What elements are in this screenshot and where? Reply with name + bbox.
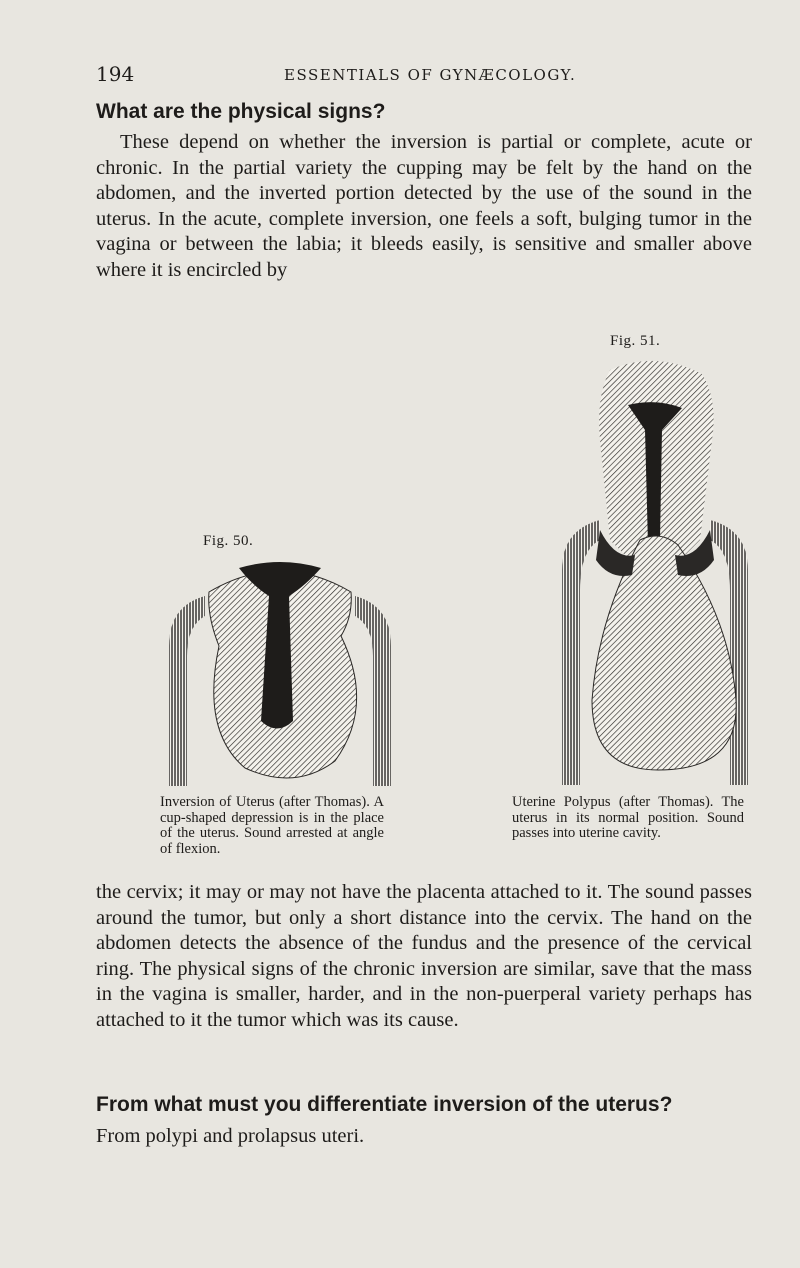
- figure-51-label: Fig. 51.: [610, 333, 661, 349]
- figure-50-illustration: [165, 556, 395, 786]
- figure-50-label: Fig. 50.: [203, 533, 254, 549]
- paragraph-physical-signs: These depend on whether the inversion is partial or complete, acute or chronic. In the partial variety the cupping may be felt by the hand on the abdomen, and the inverted portion detected by the use of the sound in the uterus. In the acute, complete inversion, one feels a soft, bulging tumor in the vagina or between the labia; it bleeds easily, is sensitive and smaller above where it is encircled by: [96, 131, 752, 281]
- figure-50-caption: Inversion of Uterus (after Thomas). A cup-shaped depression is in the place of the uterus. Sound arrested at angle of flexion.: [160, 794, 384, 857]
- answer-differentiate: From polypi and prolapsus uteri.: [96, 1125, 365, 1147]
- page-number: 194: [96, 62, 135, 86]
- figure-51-caption: Uterine Polypus (after Thomas). The uterus in its normal position. Sound passes into uterine cavity.: [512, 794, 744, 841]
- figure-51-illustration: [540, 360, 770, 785]
- running-title: ESSENTIALS OF GYNÆCOLOGY.: [284, 66, 577, 84]
- question-differentiate: From what must you differentiate inversion of the uterus?: [96, 1093, 673, 1116]
- running-head: [96, 62, 716, 86]
- paragraph-continued: the cervix; it may or may not have the placenta attached to it. The sound passes around the tumor, but only a short distance into the cervix. The hand on the abdomen detects the absence of the fundus and the presence of the cervical ring. The physical signs of the chronic inversion are similar, save that the mass in the vagina is smaller, harder, and in the non-puerperal variety perhaps has attached to it the tumor which was its cause.: [96, 881, 752, 1031]
- question-physical-signs: What are the physical signs?: [96, 100, 386, 123]
